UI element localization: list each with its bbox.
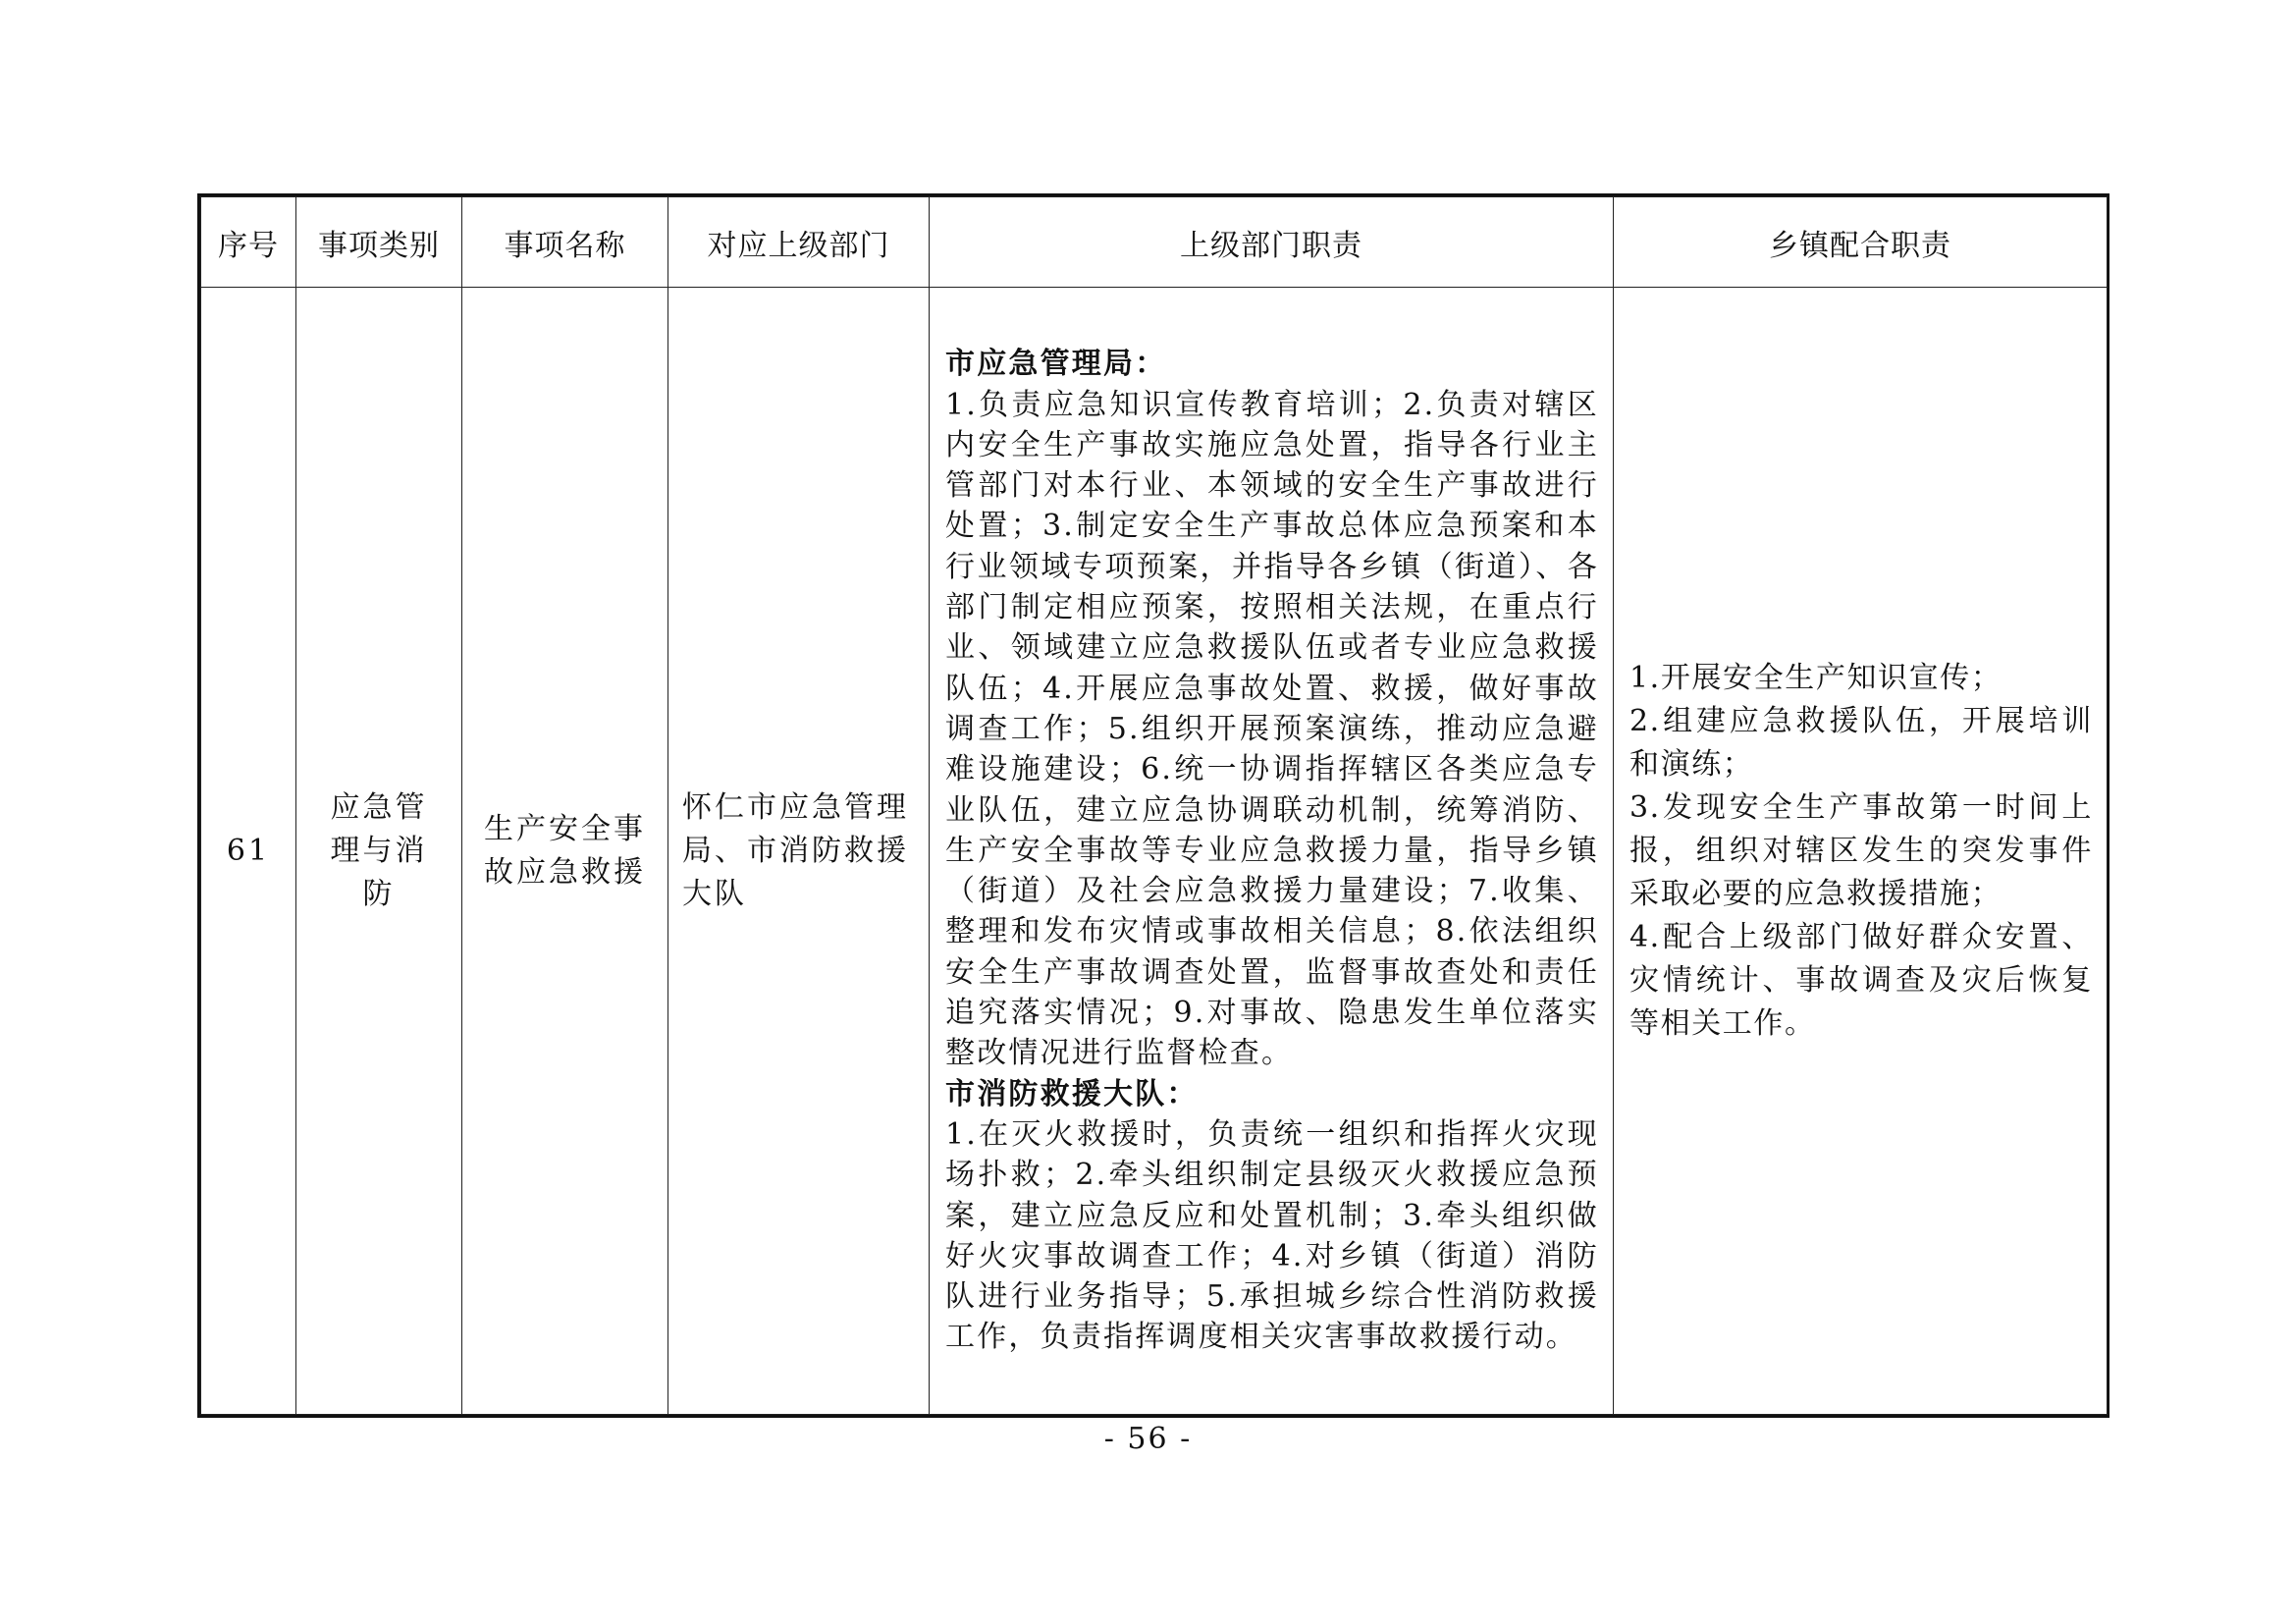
header-number: 序号 [201, 197, 296, 288]
duty-table-frame [197, 193, 2109, 1418]
header-upper-department: 对应上级部门 [668, 197, 930, 288]
header-upper-duties: 上级部门职责 [930, 197, 1614, 288]
header-item-name: 事项名称 [462, 197, 668, 288]
duty-table [200, 196, 2108, 1415]
table-row [201, 288, 2108, 1415]
town-duty-item: 2.组建应急救援队伍，开展培训和演练； [1629, 703, 2093, 782]
town-duty-item: 3.发现安全生产事故第一时间上报，组织对辖区发生的突发事件采取必要的应急救援措施； [1629, 789, 2093, 911]
row-category: 应急管理与消防 [296, 288, 462, 1415]
town-duty-item: 4.配合上级部门做好群众安置、灾情统计、事故调查及灾后恢复等相关工作。 [1629, 919, 2093, 1041]
duty-org-fire-brigade: 市消防救援大队： [945, 1076, 1199, 1111]
header-category: 事项类别 [296, 197, 462, 288]
table-header-row [201, 197, 2108, 288]
duty-org-emergency-bureau: 市应急管理局： [945, 347, 1167, 382]
row-upper-department: 怀仁市应急管理局、市消防救援大队 [668, 288, 930, 1415]
row-town-duties [1614, 288, 2108, 1415]
row-number: 61 [201, 288, 296, 1415]
duty-text-emergency-bureau: 1.负责应急知识宣传教育培训；2.负责对辖区内安全生产事故实施应急处置，指导各行业主管部门对本行业、本领域的安全生产事故进行处置；3.制定安全生产事故总体应急预案和本行业领域专项预案，并指导各乡镇（街道）、各部门制定相应预案，按照相关法规，在重点行业、领域建立应急救援队伍或者专业应急救援队伍；4.开展应急事故处置、救援，做好事故调查工作；5.组织开展预案演练，推动应急避难设施建设；6.统一协调指挥辖区各类应急专业队伍，建立应急协调联动机制，统筹消防、生产安全事故等专业应急救援力量，指导乡镇（街道）及社会应急救援力量建设；7.收集、整理和发布灾情或事故相关信息；8.依法组织安全生产事故调查处置，监督事故查处和责任追究落实情况；9.对事故、隐患发生单位落实整改情况进行监督检查。 [945, 387, 1599, 1071]
row-upper-duties [930, 288, 1614, 1415]
town-duty-item: 1.开展安全生产知识宣传； [1629, 660, 2002, 695]
page-number: - 56 - [1103, 1422, 1193, 1456]
header-town-duties: 乡镇配合职责 [1614, 197, 2108, 288]
duty-text-fire-brigade: 1.在灭火救援时，负责统一组织和指挥火灾现场扑救；2.牵头组织制定县级灭火救援应急预案，建立应急反应和处置机制；3.牵头组织做好火灾事故调查工作；4.对乡镇（街道）消防队进行业务指导；5.承担城乡综合性消防救援工作，负责指挥调度相关灾害事故救援行动。 [945, 1116, 1599, 1355]
row-item-name: 生产安全事故应急救援 [462, 288, 668, 1415]
